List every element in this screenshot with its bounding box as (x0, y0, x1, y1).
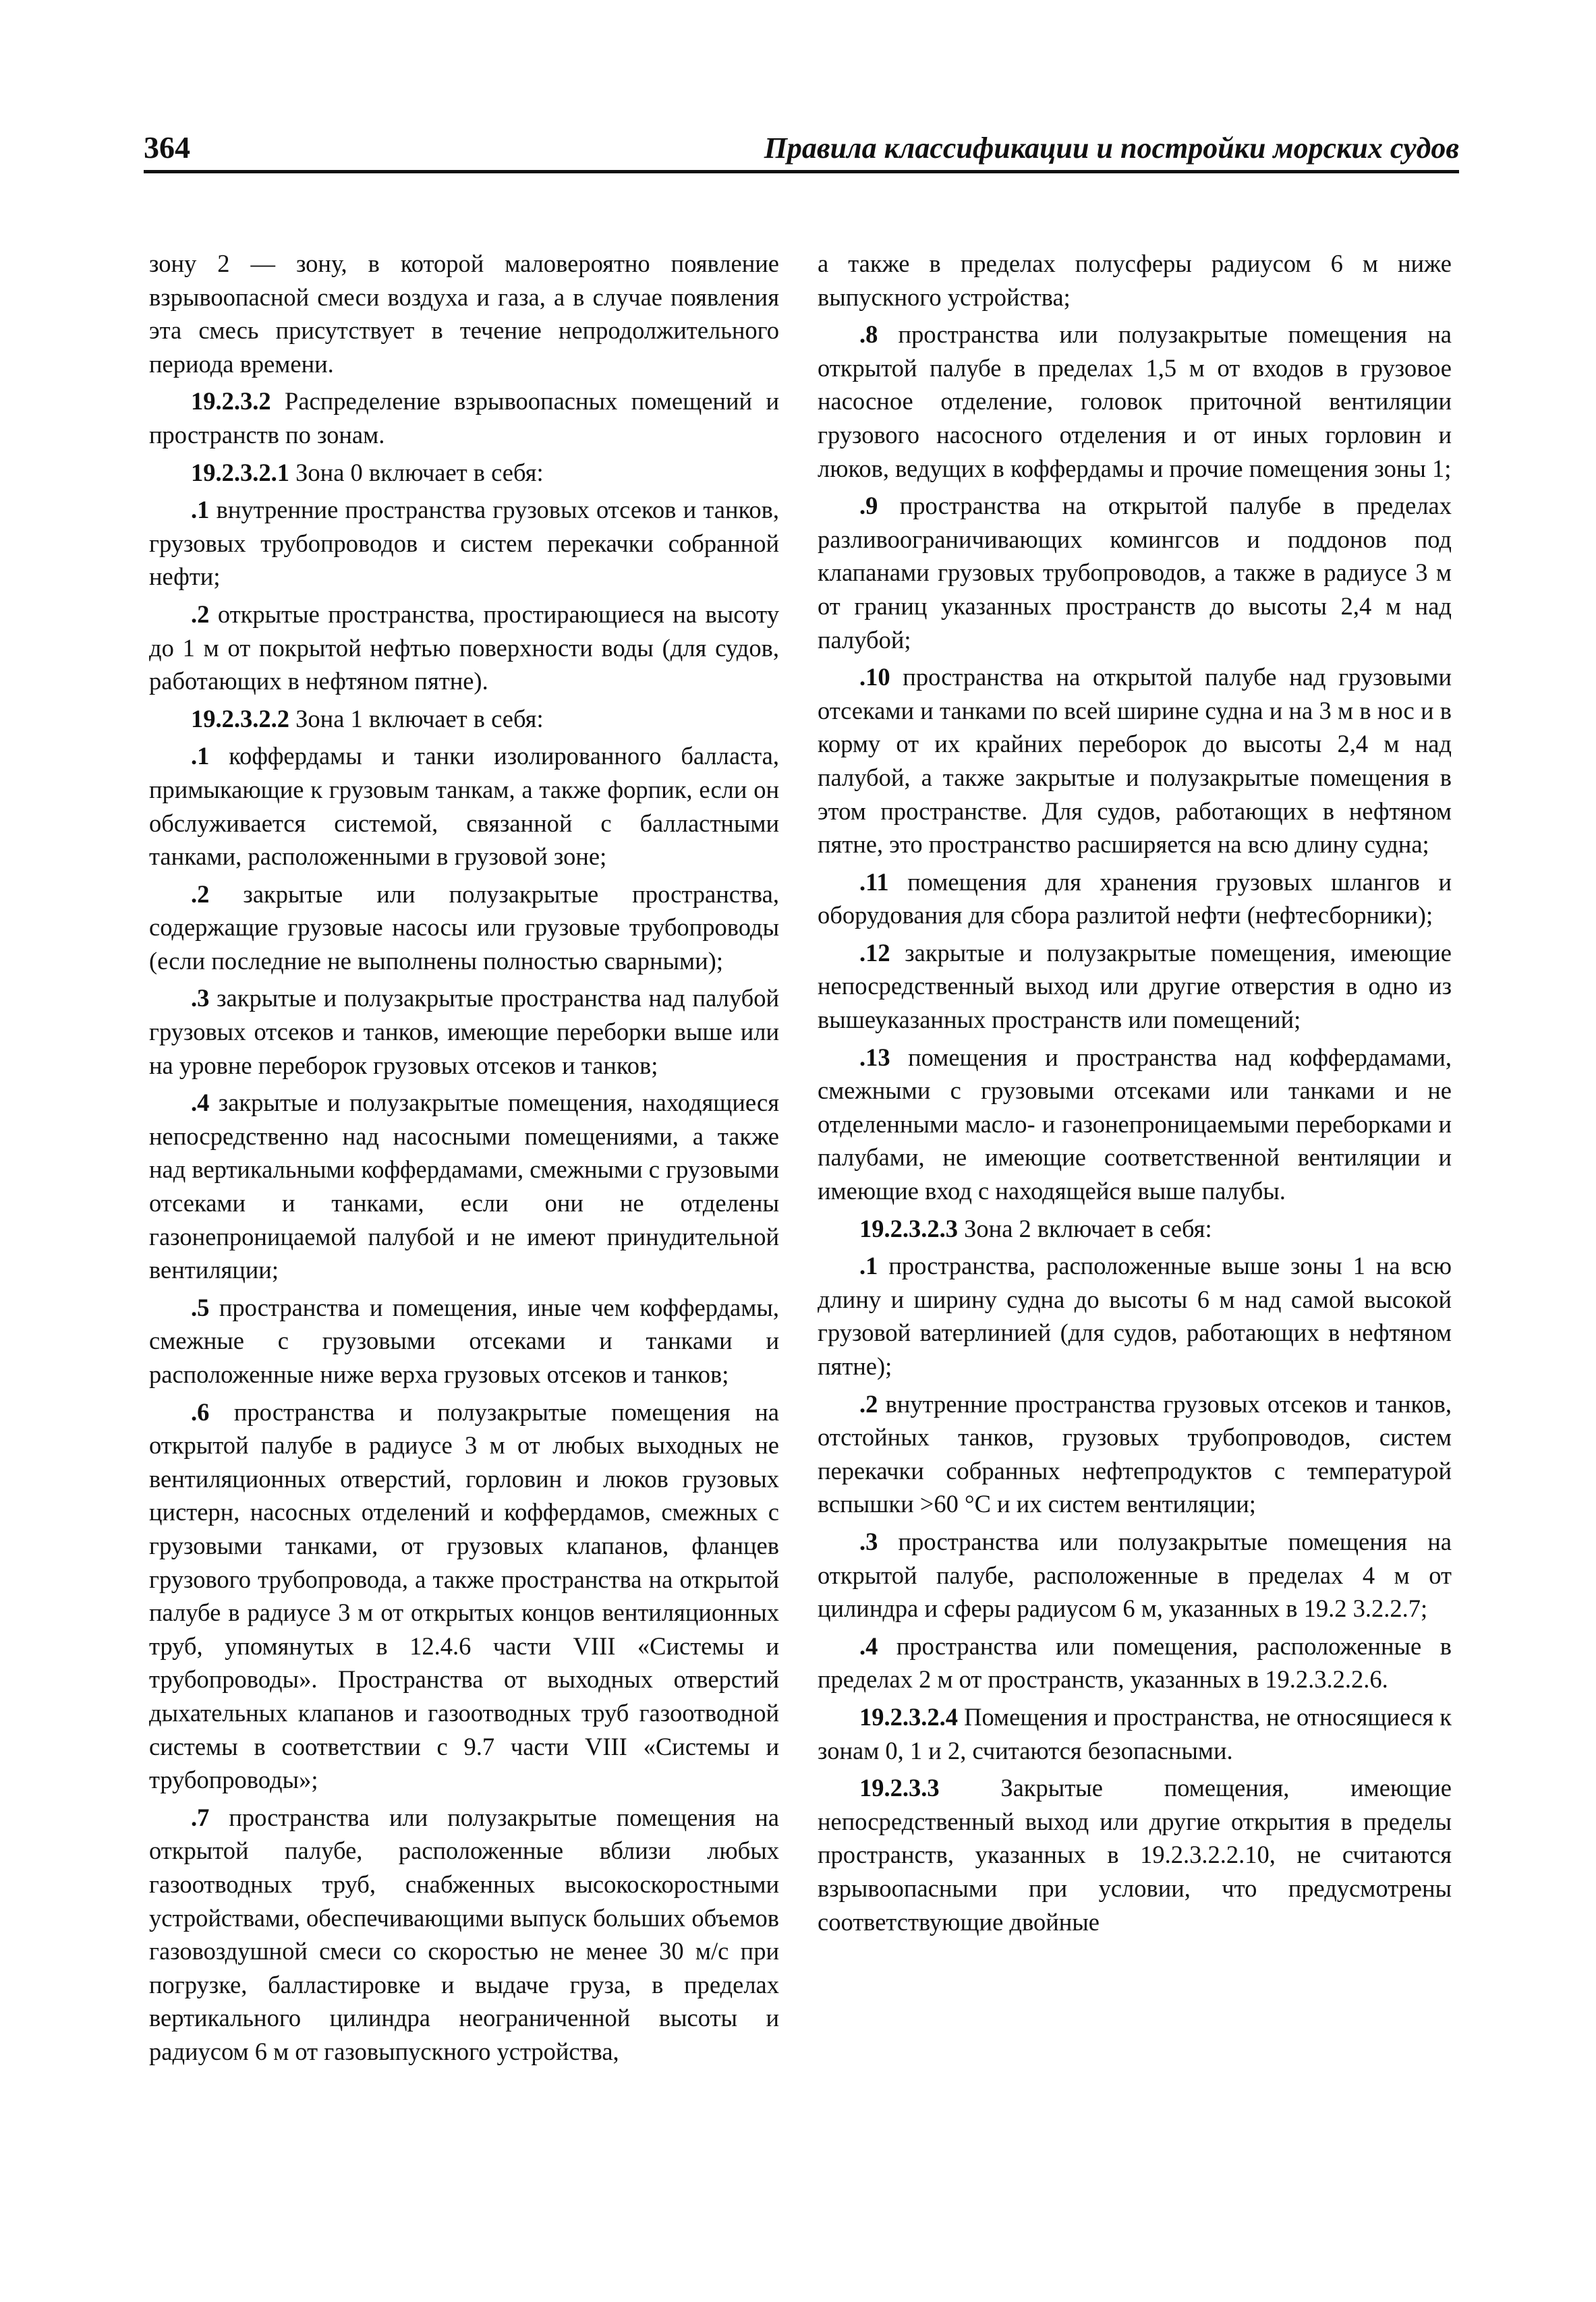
paragraph (818, 1771, 1452, 1938)
paragraph-number: .4 (191, 1089, 210, 1117)
paragraph (818, 1041, 1452, 1208)
paragraph (149, 598, 779, 698)
paragraph (818, 1700, 1452, 1767)
paragraph-number: .9 (859, 492, 878, 520)
paragraph-text: Зона 1 включает в себя: (289, 704, 544, 732)
paragraph-text: пространства, расположенные выше зоны 1 на всю длину и ширину судна до высоты 6 м над самой высокой грузовой ватерлинией (для судов, работающих в нефтяном пятне); (818, 1252, 1452, 1380)
paragraph-text: Закрытые помещения, имеющие непосредственный выход или другие открытия в пределы пространств, указанных в 19.2.3.2.2.10, не считаются взрывоопасными при условии, что предусмотрены соответствующие двойные (818, 1774, 1452, 1936)
paragraph (818, 1630, 1452, 1696)
paragraph-text: пространства и помещения, иные чем коффердамы, смежные с грузовыми отсеками и танками и расположенные ниже верха грузовых отсеков и танков; (149, 1293, 779, 1388)
paragraph-number: .7 (191, 1803, 210, 1831)
left-column (149, 247, 779, 2072)
paragraph (149, 702, 779, 736)
paragraph-number: 19.2.3.2.1 (191, 458, 289, 486)
paragraph-text: помещения для хранения грузовых шлангов и оборудования для сбора разлитой нефти (нефтесборники); (818, 867, 1452, 929)
paragraph-text: закрытые и полузакрытые пространства над палубой грузовых отсеков и танков, имеющие переборки выше или на уровне переборок грузовых отсеков и танков; (149, 984, 779, 1079)
paragraph-number: 19.2.3.2.2 (191, 704, 289, 732)
paragraph-number: .3 (859, 1527, 878, 1555)
paragraph-number: .2 (191, 880, 210, 908)
paragraph-text: закрытые или полузакрытые пространства, содержащие грузовые насосы или грузовые трубопроводы (если последние не выполнены полностью сварными); (149, 880, 779, 975)
paragraph (149, 493, 779, 594)
paragraph (818, 1387, 1452, 1521)
right-column (818, 247, 1452, 1943)
paragraph-text: внутренние пространства грузовых отсеков и танков, отстойных танков, грузовых трубопроводов, систем перекачки собранных нефтепродуктов с температурой вспышки >60 °С и их систем вентиляции; (818, 1389, 1452, 1518)
paragraph-text: зону 2 — зону, в которой маловероятно появление взрывоопасной смеси воздуха и газа, а в случае появления эта смесь присутствует в течение непродолжительного периода времени. (149, 250, 779, 378)
paragraph-text: внутренние пространства грузовых отсеков и танков, грузовых трубопроводов и систем перекачки собранной нефти; (149, 496, 779, 591)
paragraph (149, 384, 779, 451)
paragraph-number: .13 (859, 1043, 890, 1071)
paragraph-text: Помещения и пространства, не относящиеся к зонам 0, 1 и 2, считаются безопасными. (818, 1702, 1452, 1764)
paragraph-number: 19.2.3.3 (859, 1774, 940, 1802)
paragraph (149, 1291, 779, 1391)
paragraph-text: пространства или полузакрытые помещения на открытой палубе в пределах 1,5 м от входов в грузовое насосное отделение, головок приточной вентиляции грузового насосного отделения и от иных горловин и люков, ведущих в коффердамы и прочие помещения зоны 1; (818, 320, 1452, 482)
paragraph-text: Зона 0 включает в себя: (289, 458, 544, 486)
paragraph (818, 865, 1452, 932)
paragraph-text: пространства на открытой палубе в пределах разливоограничивающих комингсов и поддонов под клапанами грузовых трубопроводов, а также в радиусе 3 м от границ указанных пространств до высоты 2,4 м над палубой; (818, 492, 1452, 654)
paragraph-text: пространства или полузакрытые помещения на открытой палубе, расположенные в пределах 4 м от цилиндра и сферы радиусом 6 м, указанных в 19.2 3.2.2.7; (818, 1527, 1452, 1623)
paragraph-number: .2 (191, 600, 210, 628)
paragraph-text: пространства на открытой палубе над грузовыми отсеками и танками по всей ширине судна и на 3 м в нос и в корму от их крайних переборок до высоты 2,4 м над палубой, а также закрытые и полузакрытые помещения в этом пространстве. Для судов, работающих в нефтяном пятне, это пространство расширяется на всю длину судна; (818, 663, 1452, 859)
paragraph-number: 19.2.3.2 (191, 387, 271, 415)
paragraph (818, 1212, 1452, 1246)
paragraph-text: пространства и полузакрытые помещения на открытой палубе в радиусе 3 м от любых выходных не вентиляционных отверстий, горловин и люков грузовых цистерн, насосных отделений и коффердамов, смежных с грузовыми танками, от грузовых клапанов, фланцев грузового трубопровода, а также пространства на открытой палубе в радиусе 3 м от открытых концов вентиляционных труб, упомянутых в 12.4.6 части VIII «Системы и трубопроводы». Пространства от выходных отверстий дыхательных клапанов и газоотводных труб газоотводной системы в соответствии с 9.7 части VIII «Системы и трубопроводы»; (149, 1398, 779, 1794)
paragraph (149, 877, 779, 978)
header-rule (144, 170, 1459, 173)
paragraph-number: .6 (191, 1398, 210, 1426)
paragraph-number: .2 (859, 1389, 878, 1418)
paragraph-text: открытые пространства, простирающиеся на высоту до 1 м от покрытой нефтью поверхности воды (для судов, работающих в нефтяном пятне). (149, 600, 779, 695)
paragraph (818, 1249, 1452, 1383)
paragraph-number: .11 (859, 867, 889, 896)
paragraph-text: пространства или помещения, расположенные в пределах 2 м от пространств, указанных в 19.2.3.2.2.6. (818, 1632, 1452, 1694)
paragraph-number: .1 (859, 1252, 878, 1280)
paragraph (818, 1525, 1452, 1625)
paragraph-text: Зона 2 включает в себя: (958, 1214, 1212, 1242)
paragraph (818, 489, 1452, 656)
paragraph-text: пространства или полузакрытые помещения на открытой палубе, расположенные вблизи любых газоотводных труб, снабженных высокоскоростными устройствами, обеспечивающими выпуск больших объемов газовоздушной смеси со скоростью не менее 30 м/с при погрузке, балластировке и выдаче груза, в пределах вертикального цилиндра неограниченной высоты и радиусом 6 м от газовыпускного устройства, (149, 1803, 779, 2065)
paragraph-number: .3 (191, 984, 210, 1012)
paragraph-number: .5 (191, 1293, 210, 1321)
paragraph (818, 247, 1452, 314)
paragraph (149, 1801, 779, 2069)
paragraph-number: 19.2.3.2.4 (859, 1702, 958, 1731)
paragraph-number: .1 (191, 496, 210, 524)
paragraph (149, 1395, 779, 1797)
paragraph-text: а также в пределах полусферы радиусом 6 м ниже выпускного устройства; (818, 250, 1452, 311)
paragraph-number: .1 (191, 742, 210, 770)
paragraph-text: закрытые и полузакрытые помещения, находящиеся непосредственно над насосными помещениями, а также над вертикальными коффердамами, смежными с грузовыми отсеками и танками, если они не отделены газонепроницаемой палубой и не имеют принудительной вентиляции; (149, 1089, 779, 1284)
paragraph-text: закрытые и полузакрытые помещения, имеющие непосредственный выход или другие отверстия в одно из вышеуказанных пространств или помещений; (818, 938, 1452, 1034)
paragraph-number: .12 (859, 938, 890, 967)
paragraph (818, 936, 1452, 1037)
paragraph (818, 318, 1452, 485)
paragraph (149, 247, 779, 380)
paragraph-text: Распределение взрывоопасных помещений и пространств по зонам. (149, 387, 779, 449)
paragraph-text: помещения и пространства над коффердамами, смежными с грузовыми отсеками или танками и не отделенными масло- и газонепроницаемыми переборками и палубами, не имеющие соответственной вентиляции и имеющие вход с находящейся выше палубы. (818, 1043, 1452, 1205)
paragraph (149, 739, 779, 873)
paragraph (818, 660, 1452, 861)
paragraph (149, 456, 779, 490)
page-header (144, 130, 1459, 167)
paragraph-text: коффердамы и танки изолированного балласта, примыкающие к грузовым танкам, а также форпик, если он обслуживается системой, связанной с балластными танками, расположенными в грузовой зоне; (149, 742, 779, 871)
running-title: Правила классификации и постройки морских судов (764, 132, 1459, 165)
paragraph-number: .8 (859, 320, 878, 349)
paragraph-number: .10 (859, 663, 890, 691)
paragraph-number: .4 (859, 1632, 878, 1660)
page-number: 364 (144, 130, 190, 165)
paragraph (149, 1086, 779, 1287)
paragraph-number: 19.2.3.2.3 (859, 1214, 958, 1242)
paragraph (149, 981, 779, 1082)
